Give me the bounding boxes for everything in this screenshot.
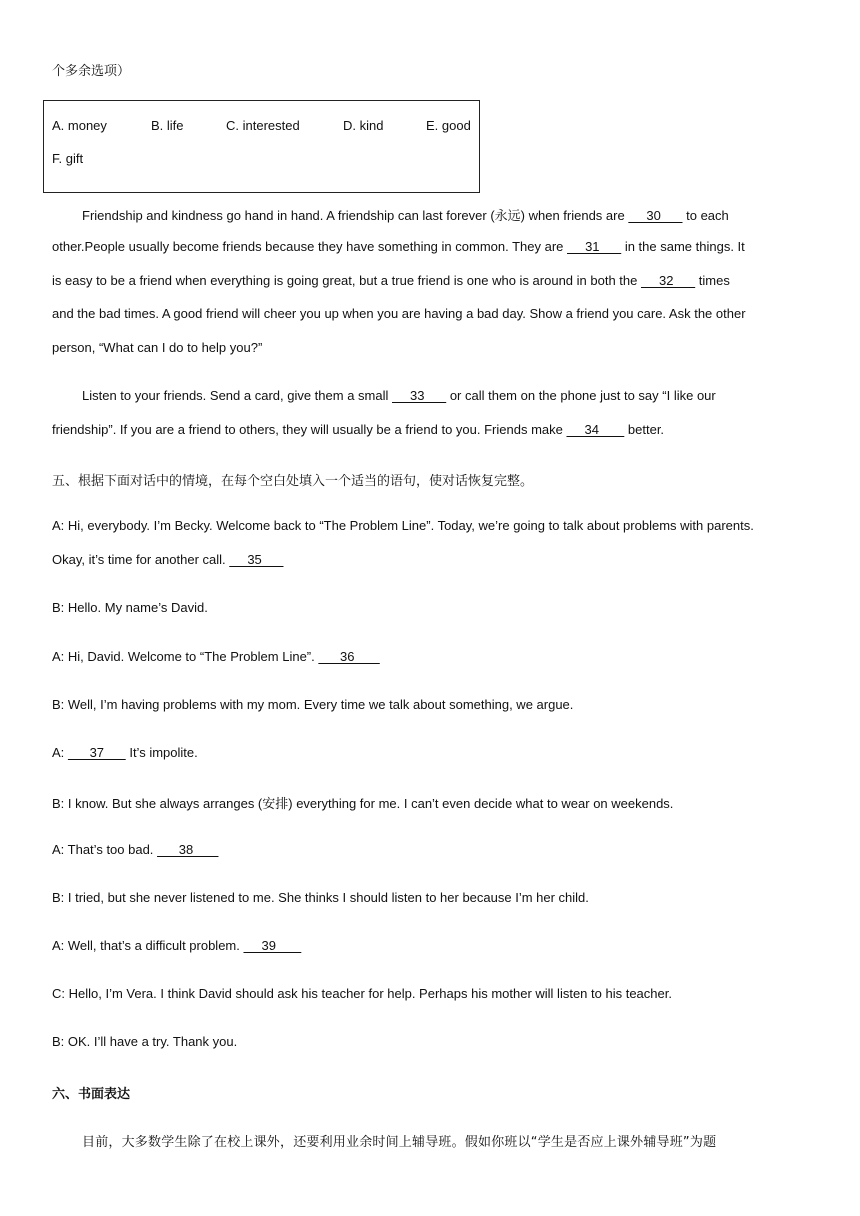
passage-text: to each: [682, 208, 729, 223]
dialogue-line: B: I know. But she always arranges (安排) everything for me. I can’t even decide what to wear on weekends.: [52, 796, 674, 811]
dialogue-line: B: Hello. My name’s David.: [52, 600, 208, 615]
blank-38: 38: [157, 842, 219, 857]
dialogue-line: C: Hello, I’m Vera. I think David should ask his teacher for help. Perhaps his mother will listen to his teacher.: [52, 986, 672, 1001]
top-note: 个多余选项）: [52, 64, 131, 79]
option-c: C. interested: [226, 118, 300, 133]
dialogue-line: B: I tried, but she never listened to me. She thinks I should listen to her because I’m her child.: [52, 890, 589, 905]
dialogue-line: B: Well, I’m having problems with my mom. Every time we talk about something, we argue.: [52, 697, 574, 712]
blank-37: 37: [67, 745, 126, 760]
blank-31: 31: [567, 239, 622, 254]
dialogue-text: It’s impolite.: [125, 745, 198, 760]
blank-32: 32: [640, 273, 696, 288]
blank-33: 33: [392, 388, 447, 403]
passage-text: in the same things. It: [621, 239, 745, 254]
passage-text: or call them on the phone just to say “I like our: [446, 388, 716, 403]
dialogue-text: A: Hi, David. Welcome to “The Problem Line”.: [52, 649, 319, 664]
word-options-box: [43, 100, 480, 193]
passage-text: better.: [624, 422, 665, 437]
passage-line: and the bad times. A good friend will cheer you up when you are having a bad day. Show a friend you care. Ask the other: [52, 306, 746, 321]
option-b: B. life: [151, 118, 184, 133]
passage-text: Listen to your friends. Send a card, give them a small: [82, 388, 392, 403]
dialogue-text: Okay, it’s time for another call.: [52, 552, 230, 567]
passage-text: other.People usually become friends because they have something in common. They are: [52, 239, 568, 254]
passage-line: [52, 273, 730, 288]
dialogue-line: [52, 649, 380, 664]
option-d: D. kind: [343, 118, 384, 133]
passage-text: Friendship and kindness go hand in hand. A friendship can last forever (永远) when friends are: [82, 208, 629, 223]
passage-text: friendship”. If you are a friend to others, they will usually be a friend to you. Friends make: [52, 422, 567, 437]
dialogue-line: A: Hi, everybody. I’m Becky. Welcome back to “The Problem Line”. Today, we’re going to talk about problems with parents.: [52, 518, 754, 533]
dialogue-line: [52, 842, 218, 857]
dialogue-line: B: OK. I’ll have a try. Thank you.: [52, 1034, 238, 1049]
blank-39: 39: [243, 938, 302, 953]
blank-30: 30: [628, 208, 683, 223]
blank-34: 34: [566, 422, 625, 437]
dialogue-line: [52, 938, 301, 953]
passage-text: is easy to be a friend when everything is going great, but a true friend is one who is around in both the: [52, 273, 641, 288]
passage-line: person, “What can I do to help you?”: [52, 340, 263, 355]
option-a: A. money: [52, 118, 107, 133]
section-6-prompt: 目前，大多数学生除了在校上课外，还要利用业余时间上辅导班。假如你班以“学生是否应上课外辅导班”为题: [82, 1135, 717, 1150]
option-f: F. gift: [52, 151, 84, 166]
dialogue-text: A: Well, that’s a difficult problem.: [52, 938, 244, 953]
passage-line: [82, 388, 716, 403]
passage-line: [52, 422, 664, 437]
dialogue-line: [52, 745, 198, 760]
blank-36: 36: [318, 649, 380, 664]
dialogue-text: A: That’s too bad.: [52, 842, 158, 857]
passage-text: times: [695, 273, 730, 288]
dialogue-line: [52, 552, 283, 567]
section-6-heading: 六、书面表达: [52, 1087, 131, 1102]
passage-line: [52, 239, 745, 254]
blank-35: 35: [229, 552, 284, 567]
option-e: E. good: [426, 118, 471, 133]
section-5-heading: 五、根据下面对话中的情境，在每个空白处填入一个适当的语句，使对话恢复完整。: [52, 474, 534, 489]
passage-line: [82, 205, 729, 224]
dialogue-text: A:: [52, 745, 68, 760]
